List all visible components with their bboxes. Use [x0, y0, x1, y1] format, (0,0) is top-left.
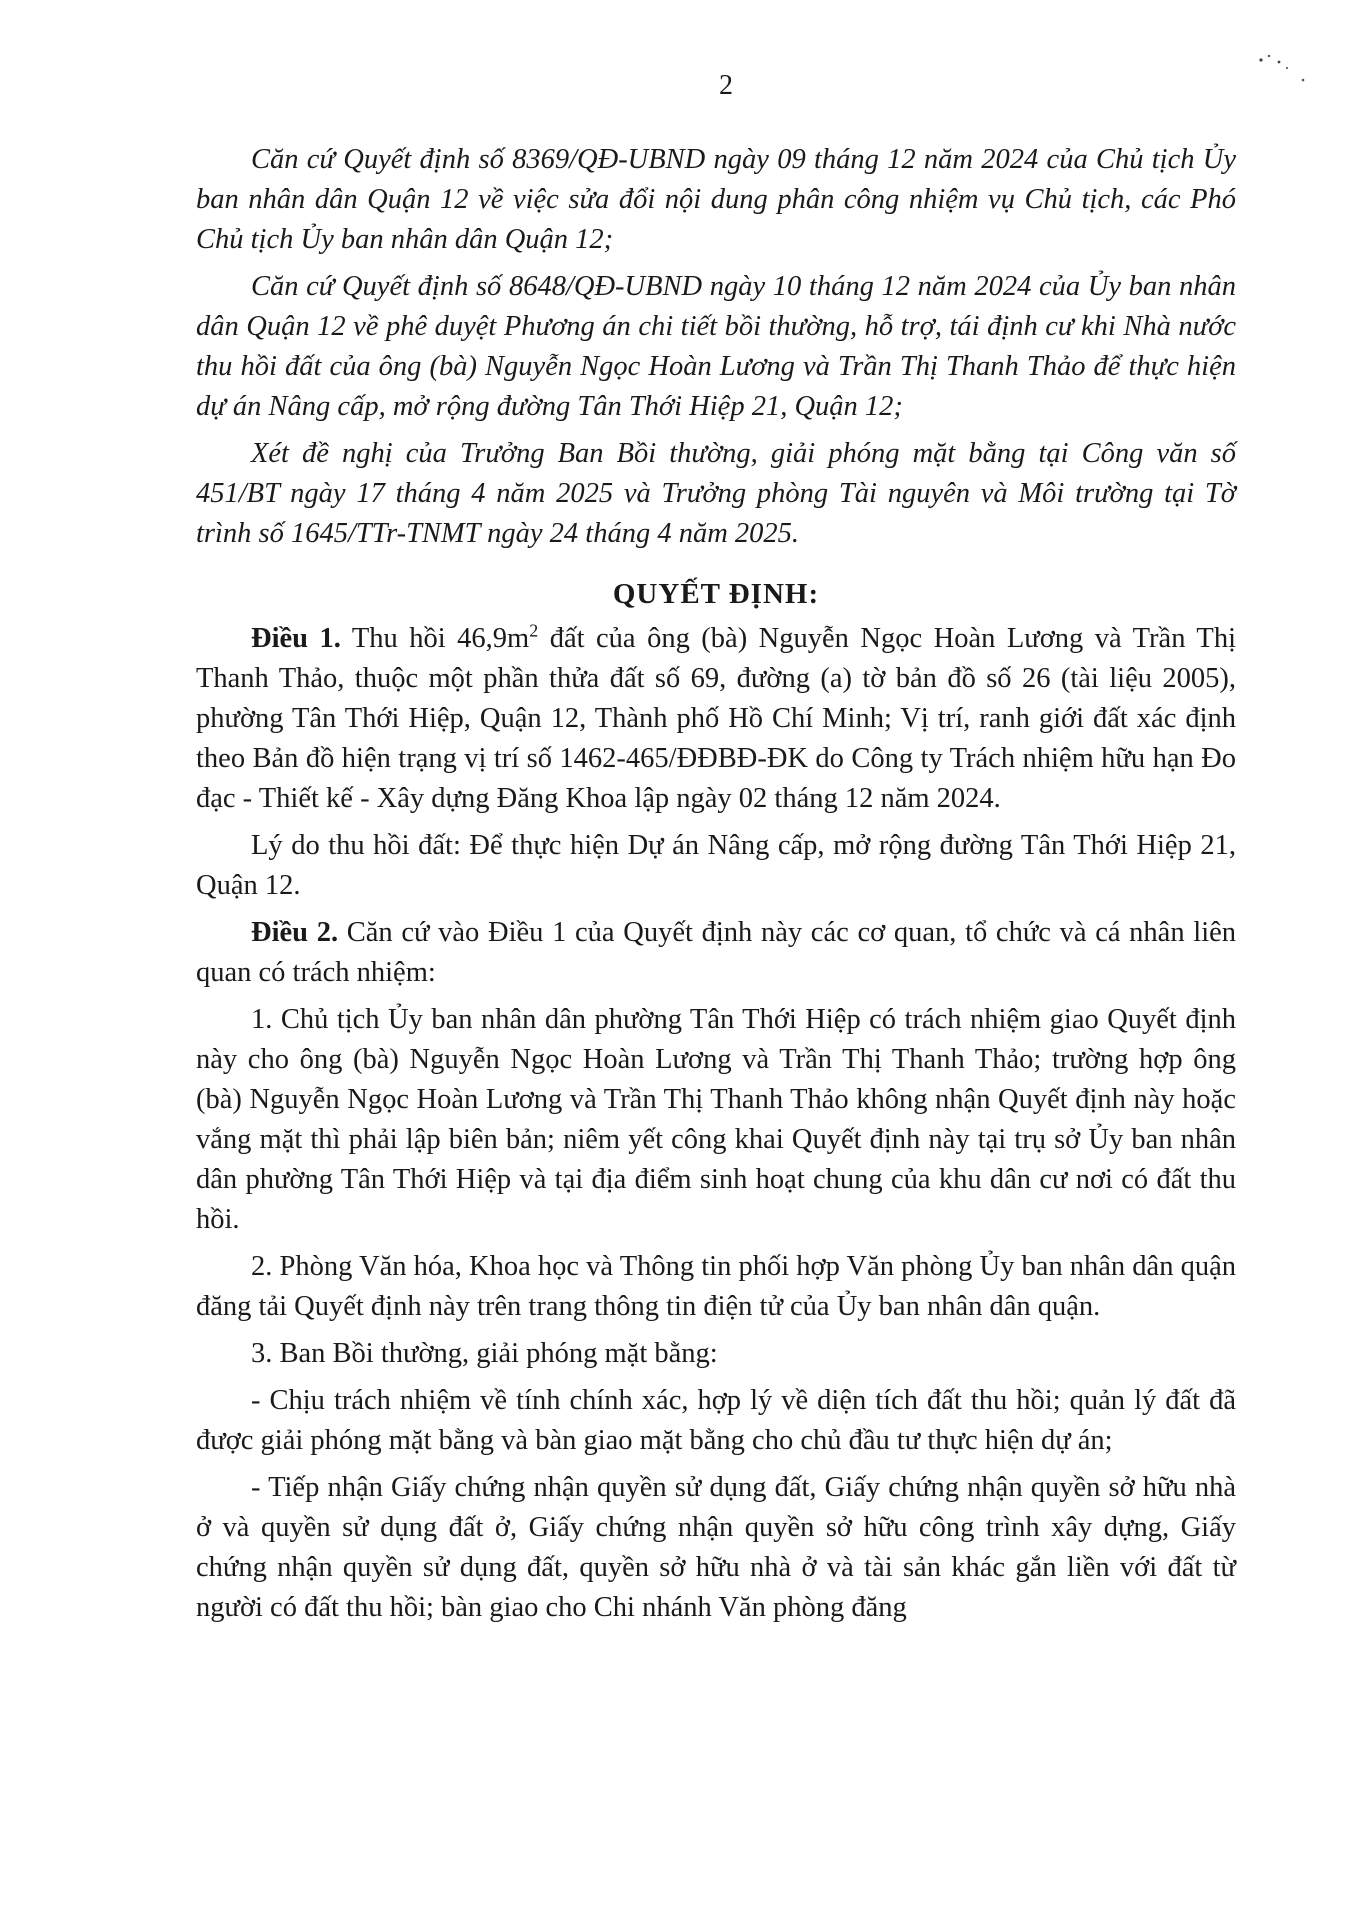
article-2-item-3-duty-a: - Chịu trách nhiệm về tính chính xác, hợp lý về diện tích đất thu hồi; quản lý đất đã được giải phóng mặt bằng và bàn giao mặt bằng cho chủ đầu tư thực hiện dự án; — [196, 1385, 1236, 1456]
scan-speckle-marks — [1257, 52, 1317, 112]
preamble-basis-decision-8648: Căn cứ Quyết định số 8648/QĐ-UBND ngày 10 tháng 12 năm 2024 của Ủy ban nhân dân Quận 12 về phê duyệt Phương án chi tiết bồi thường, hỗ trợ, tái định cư khi Nhà nước thu hồi đất của ông (bà) Nguyễn Ngọc Hoàn Lương và Trần Thị Thanh Thảo để thực hiện dự án Nâng cấp, mở rộng đường Tân Thới Hiệp 21, Quận 12; — [196, 271, 1236, 422]
article-1-text-rest: đất của ông (bà) Nguyễn Ngọc Hoàn Lương và Trần Thị Thanh Thảo, thuộc một phần thửa đất số 69, đường (a) tờ bản đồ số 26 (tài liệu 2005), phường Tân Thới Hiệp, Quận 12, Thành phố Hồ Chí Minh; Vị trí, ranh giới đất xác định theo Bản đồ hiện trạng vị trí số 1462-465/ĐĐBĐ-ĐK do Công ty Trách nhiệm hữu hạn Đo đạc - Thiết kế - Xây dựng Đăng Khoa lập ngày 02 tháng 12 năm 2024. — [196, 623, 1237, 814]
article-2-item-2: 2. Phòng Văn hóa, Khoa học và Thông tin phối hợp Văn phòng Ủy ban nhân dân quận đăng tải Quyết định này trên trang thông tin điện tử của Ủy ban nhân dân quận. — [196, 1251, 1236, 1322]
decision-heading: QUYẾT ĐỊNH: — [612, 578, 820, 610]
preamble-proposal: Xét đề nghị của Trưởng Ban Bồi thường, giải phóng mặt bằng tại Công văn số 451/BT ngày 17 tháng 4 năm 2025 và Trưởng phòng Tài nguyên và Môi trường tại Tờ trình số 1645/TTr-TNMT ngày 24 tháng 4 năm 2025. — [196, 438, 1236, 549]
page-number: 2 — [719, 70, 733, 101]
article-1-label: Điều 1. — [251, 623, 341, 654]
area-unit-superscript: 2 — [529, 620, 539, 641]
article-2-item-1: 1. Chủ tịch Ủy ban nhân dân phường Tân Thới Hiệp có trách nhiệm giao Quyết định này cho ông (bà) Nguyễn Ngọc Hoàn Lương và Trần Thị Thanh Thảo; trường hợp ông (bà) Nguyễn Ngọc Hoàn Lương và Trần Thị Thanh Thảo không nhận Quyết định này hoặc vắng mặt thì phải lập biên bản; niêm yết công khai Quyết định này tại trụ sở Ủy ban nhân dân phường Tân Thới Hiệp và tại địa điểm sinh hoạt chung của khu dân cư nơi có đất thu hồi. — [196, 1004, 1236, 1235]
article-1-text-start: Thu hồi 46,9m — [340, 623, 530, 654]
article-2-item-3: 3. Ban Bồi thường, giải phóng mặt bằng: — [251, 1338, 718, 1369]
article-1 — [196, 619, 1236, 819]
preamble-basis-decision-8369: Căn cứ Quyết định số 8369/QĐ-UBND ngày 09 tháng 12 năm 2024 của Chủ tịch Ủy ban nhân dân Quận 12 về việc sửa đổi nội dung phân công nhiệm vụ Chủ tịch, các Phó Chủ tịch Ủy ban nhân dân Quận 12; — [196, 144, 1236, 255]
document-page — [196, 70, 1236, 1635]
article-2-label: Điều 2. — [251, 917, 339, 948]
article-2-item-3-duty-b: - Tiếp nhận Giấy chứng nhận quyền sử dụng đất, Giấy chứng nhận quyền sở hữu nhà ở và quyền sử dụng đất ở, Giấy chứng nhận quyền sở hữu công trình xây dựng, Giấy chứng nhận quyền sử dụng đất, quyền sở hữu nhà ở và tài sản khác gắn liền với đất từ người có đất thu hồi; bàn giao cho Chi nhánh Văn phòng đăng — [196, 1472, 1236, 1623]
article-2-intro: Căn cứ vào Điều 1 của Quyết định này các cơ quan, tổ chức và cá nhân liên quan có trách nhiệm: — [196, 917, 1237, 988]
article-1-reason: Lý do thu hồi đất: Để thực hiện Dự án Nâng cấp, mở rộng đường Tân Thới Hiệp 21, Quận 12. — [196, 830, 1236, 901]
article-2 — [196, 913, 1236, 993]
